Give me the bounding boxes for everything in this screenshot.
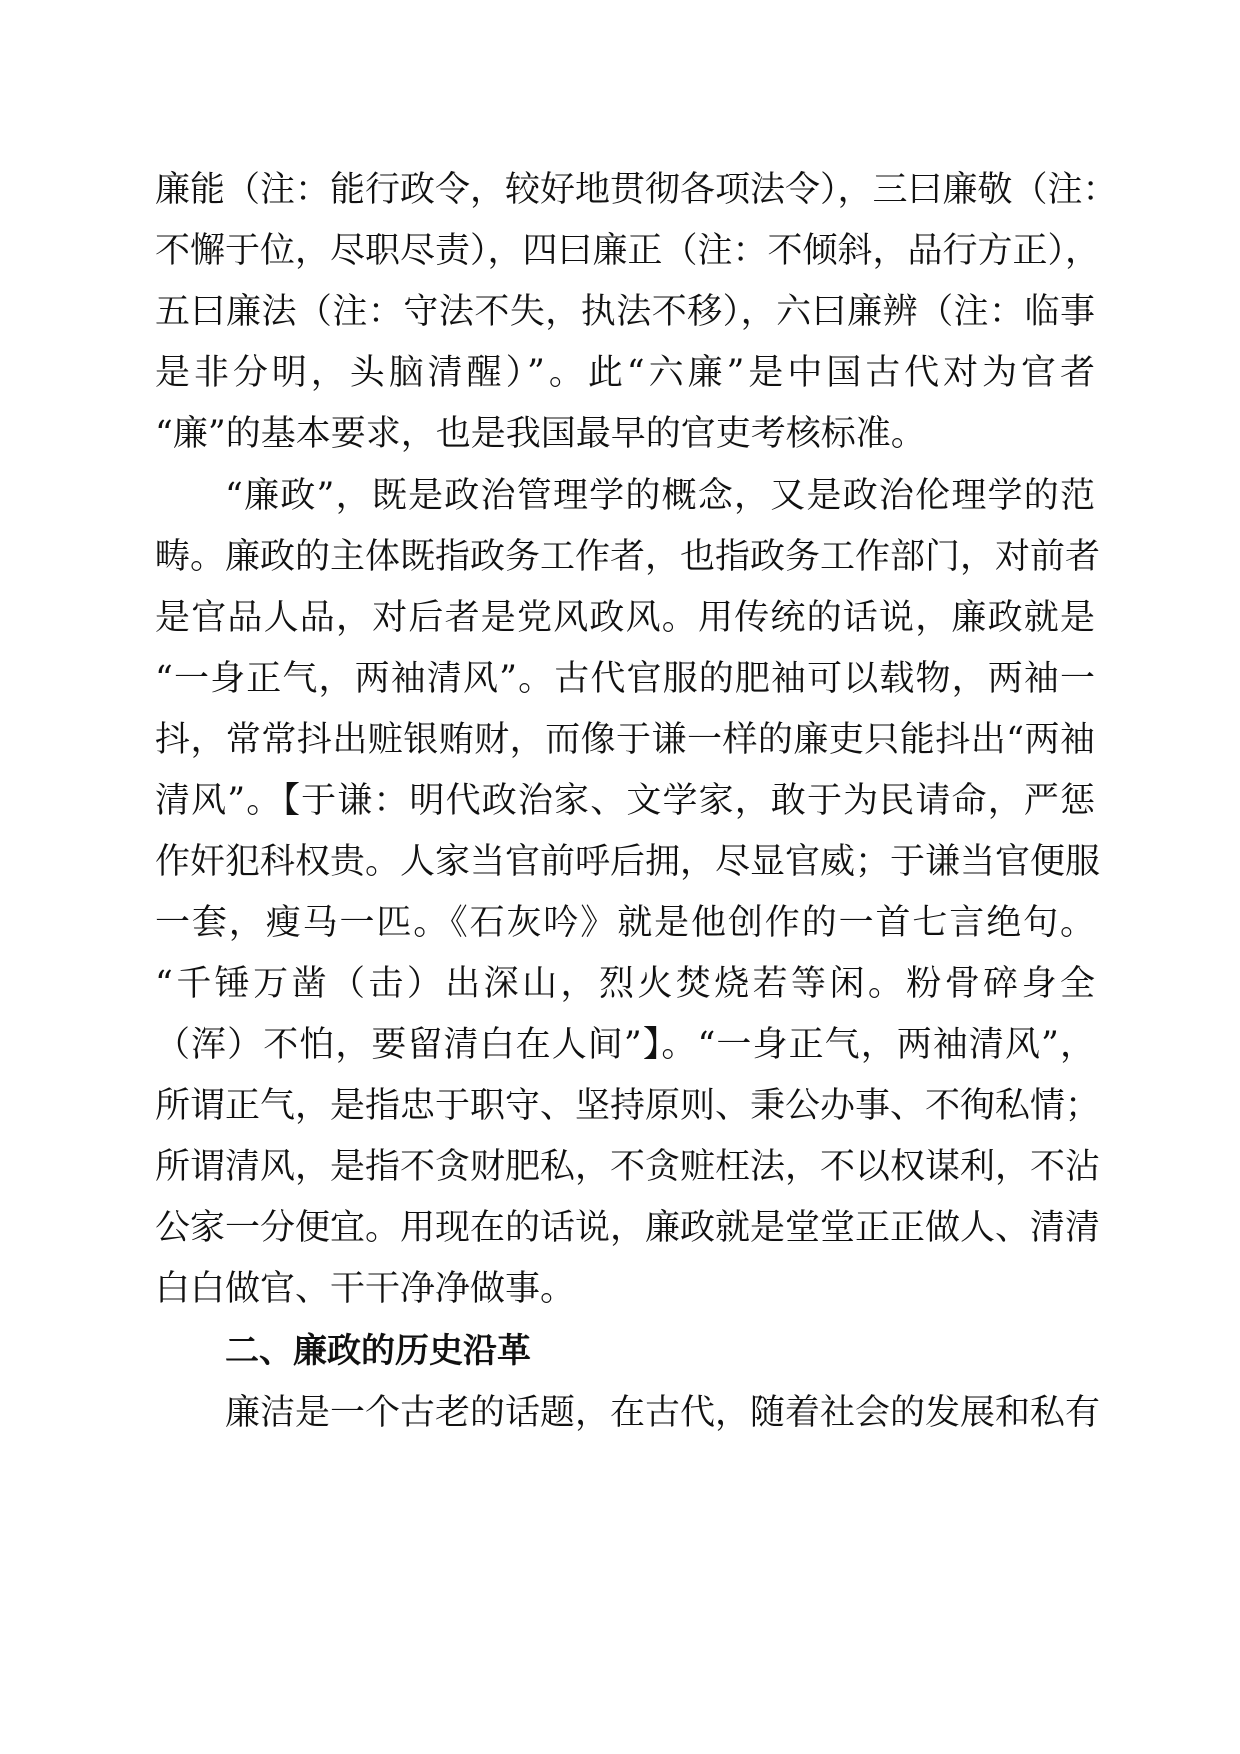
text-line: “一身正气，两袖清风”。古代官服的肥袖可以载物，两袖一	[155, 659, 1095, 699]
text-line: 是非分明，头脑清醒）”。此“六廉”是中国古代对为官者	[155, 353, 1095, 393]
text-line: 一套，瘦马一匹。《石灰吟》就是他创作的一首七言绝句。	[155, 903, 1095, 943]
text-line: 五曰廉法（注：守法不失，执法不移），六曰廉辨（注：临事	[155, 292, 1095, 332]
paragraph-start-line: “廉政”，既是政治管理学的概念，又是政治伦理学的范	[225, 476, 1095, 516]
paragraph-start-line: 廉洁是一个古老的话题，在古代，随着社会的发展和私有	[225, 1393, 1101, 1433]
section-heading: 二、廉政的历史沿革	[225, 1331, 531, 1371]
text-line: 抖，常常抖出赃银贿财，而像于谦一样的廉吏只能抖出“两袖	[155, 720, 1095, 760]
text-line: 廉能（注：能行政令，较好地贯彻各项法令），三曰廉敬（注：	[155, 170, 1118, 210]
text-line: “廉”的基本要求，也是我国最早的官吏考核标准。	[155, 414, 926, 454]
text-line: “千锤万凿（击）出深山，烈火焚烧若等闲。粉骨碎身全	[155, 964, 1095, 1004]
text-line: 公家一分便宜。用现在的话说，廉政就是堂堂正正做人、清清	[155, 1208, 1101, 1248]
text-line: 白白做官、干干净净做事。	[155, 1269, 576, 1309]
text-line: 不懈于位，尽职尽责），四曰廉正（注：不倾斜，品行方正），	[155, 231, 1101, 271]
text-line: （浑）不怕，要留清白在人间”】。“一身正气，两袖清风”，	[155, 1025, 1095, 1065]
text-line: 作奸犯科权贵。人家当官前呼后拥，尽显官威；于谦当官便服	[155, 842, 1101, 882]
text-line: 畴。廉政的主体既指政务工作者，也指政务工作部门，对前者	[155, 537, 1101, 577]
text-line: 是官品人品，对后者是党风政风。用传统的话说，廉政就是	[155, 598, 1095, 638]
text-line: 所谓正气，是指忠于职守、坚持原则、秉公办事、不徇私情；	[155, 1086, 1101, 1126]
text-line: 所谓清风，是指不贪财肥私，不贪赃枉法，不以权谋利，不沾	[155, 1147, 1101, 1187]
text-line: 清风”。【于谦：明代政治家、文学家，敢于为民请命，严惩	[155, 781, 1095, 821]
